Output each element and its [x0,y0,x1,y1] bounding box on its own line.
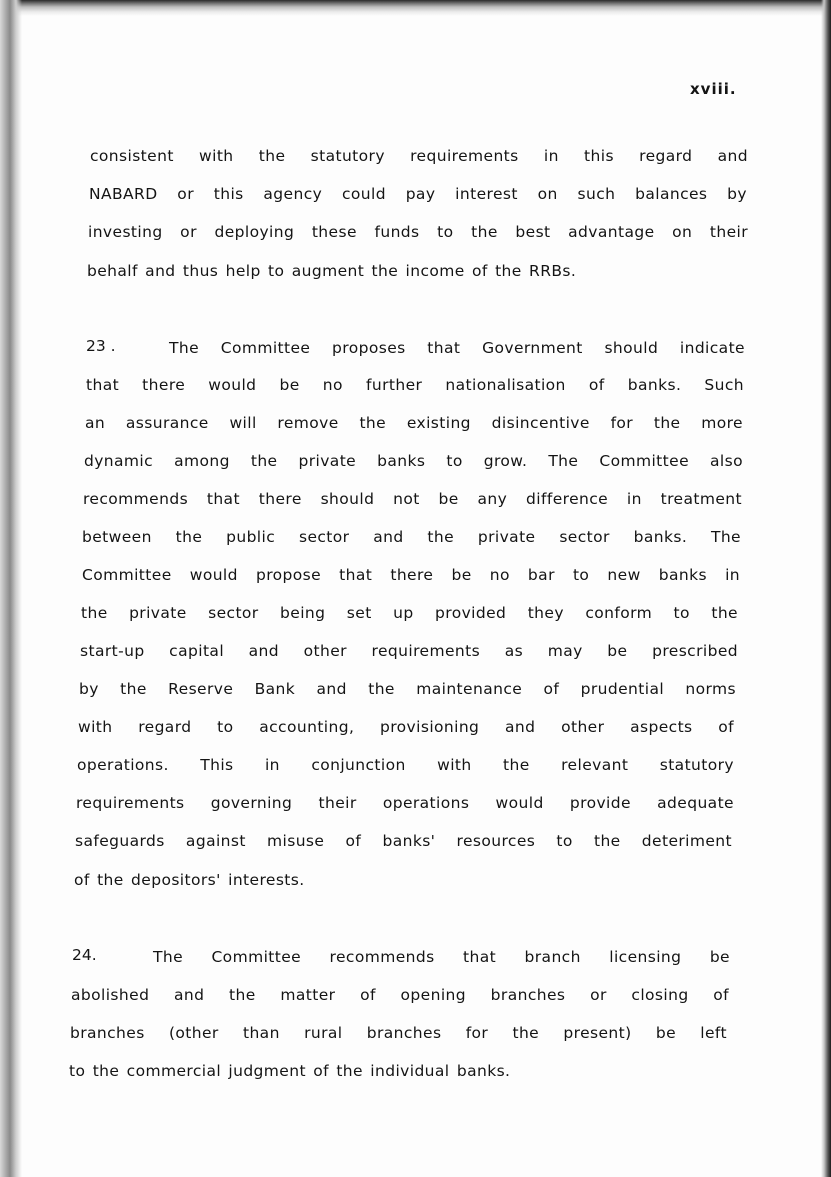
text-line: with regard to accounting, provisioning and other aspects of [78,718,734,736]
text-line: an assurance will remove the existing disincentive for the more [85,414,743,432]
text-line: to the commercial judgment of the individual banks. [69,1062,511,1080]
text-line: investing or deploying these funds to the best advantage on their [88,223,748,241]
scan-edge-left [0,0,22,1177]
scan-edge-top [0,0,831,16]
text-line: start-up capital and other requirements as may be prescribed [80,642,738,660]
text-line: Committee would propose that there be no bar to new banks in [82,566,740,584]
paragraph-number: 23 . [86,337,116,355]
text-line: abolished and the matter of opening branches or closing of [71,986,729,1004]
scan-edge-right [821,0,831,1177]
text-line: operations. This in conjunction with the relevant statutory [77,756,734,774]
text-line: between the public sector and the private sector banks. The [82,528,741,546]
text-line: consistent with the statutory requirements in this regard and [90,147,748,165]
text-line: the private sector being set up provided they conform to the [81,604,738,622]
text-line: branches (other than rural branches for the present) be left [70,1024,727,1042]
text-line: The Committee proposes that Government should indicate [169,339,745,357]
text-line: behalf and thus help to augment the income of the RRBs. [87,262,577,280]
text-line: recommends that there should not be any difference in treatment [83,490,742,508]
text-line: by the Reserve Bank and the maintenance of prudential norms [79,680,736,698]
page-number: xviii. [690,80,737,98]
text-line: of the depositors' interests. [74,871,305,889]
text-line: safeguards against misuse of banks' resources to the deteriment [75,832,732,850]
paragraph-number: 24. [72,946,97,964]
text-line: that there would be no further nationalisation of banks. Such [86,376,744,394]
text-line: NABARD or this agency could pay interest on such balances by [89,185,747,203]
text-line: dynamic among the private banks to grow. The Committee also [84,452,743,470]
text-line: The Committee recommends that branch licensing be [153,948,730,966]
text-line: requirements governing their operations would provide adequate [76,794,734,812]
